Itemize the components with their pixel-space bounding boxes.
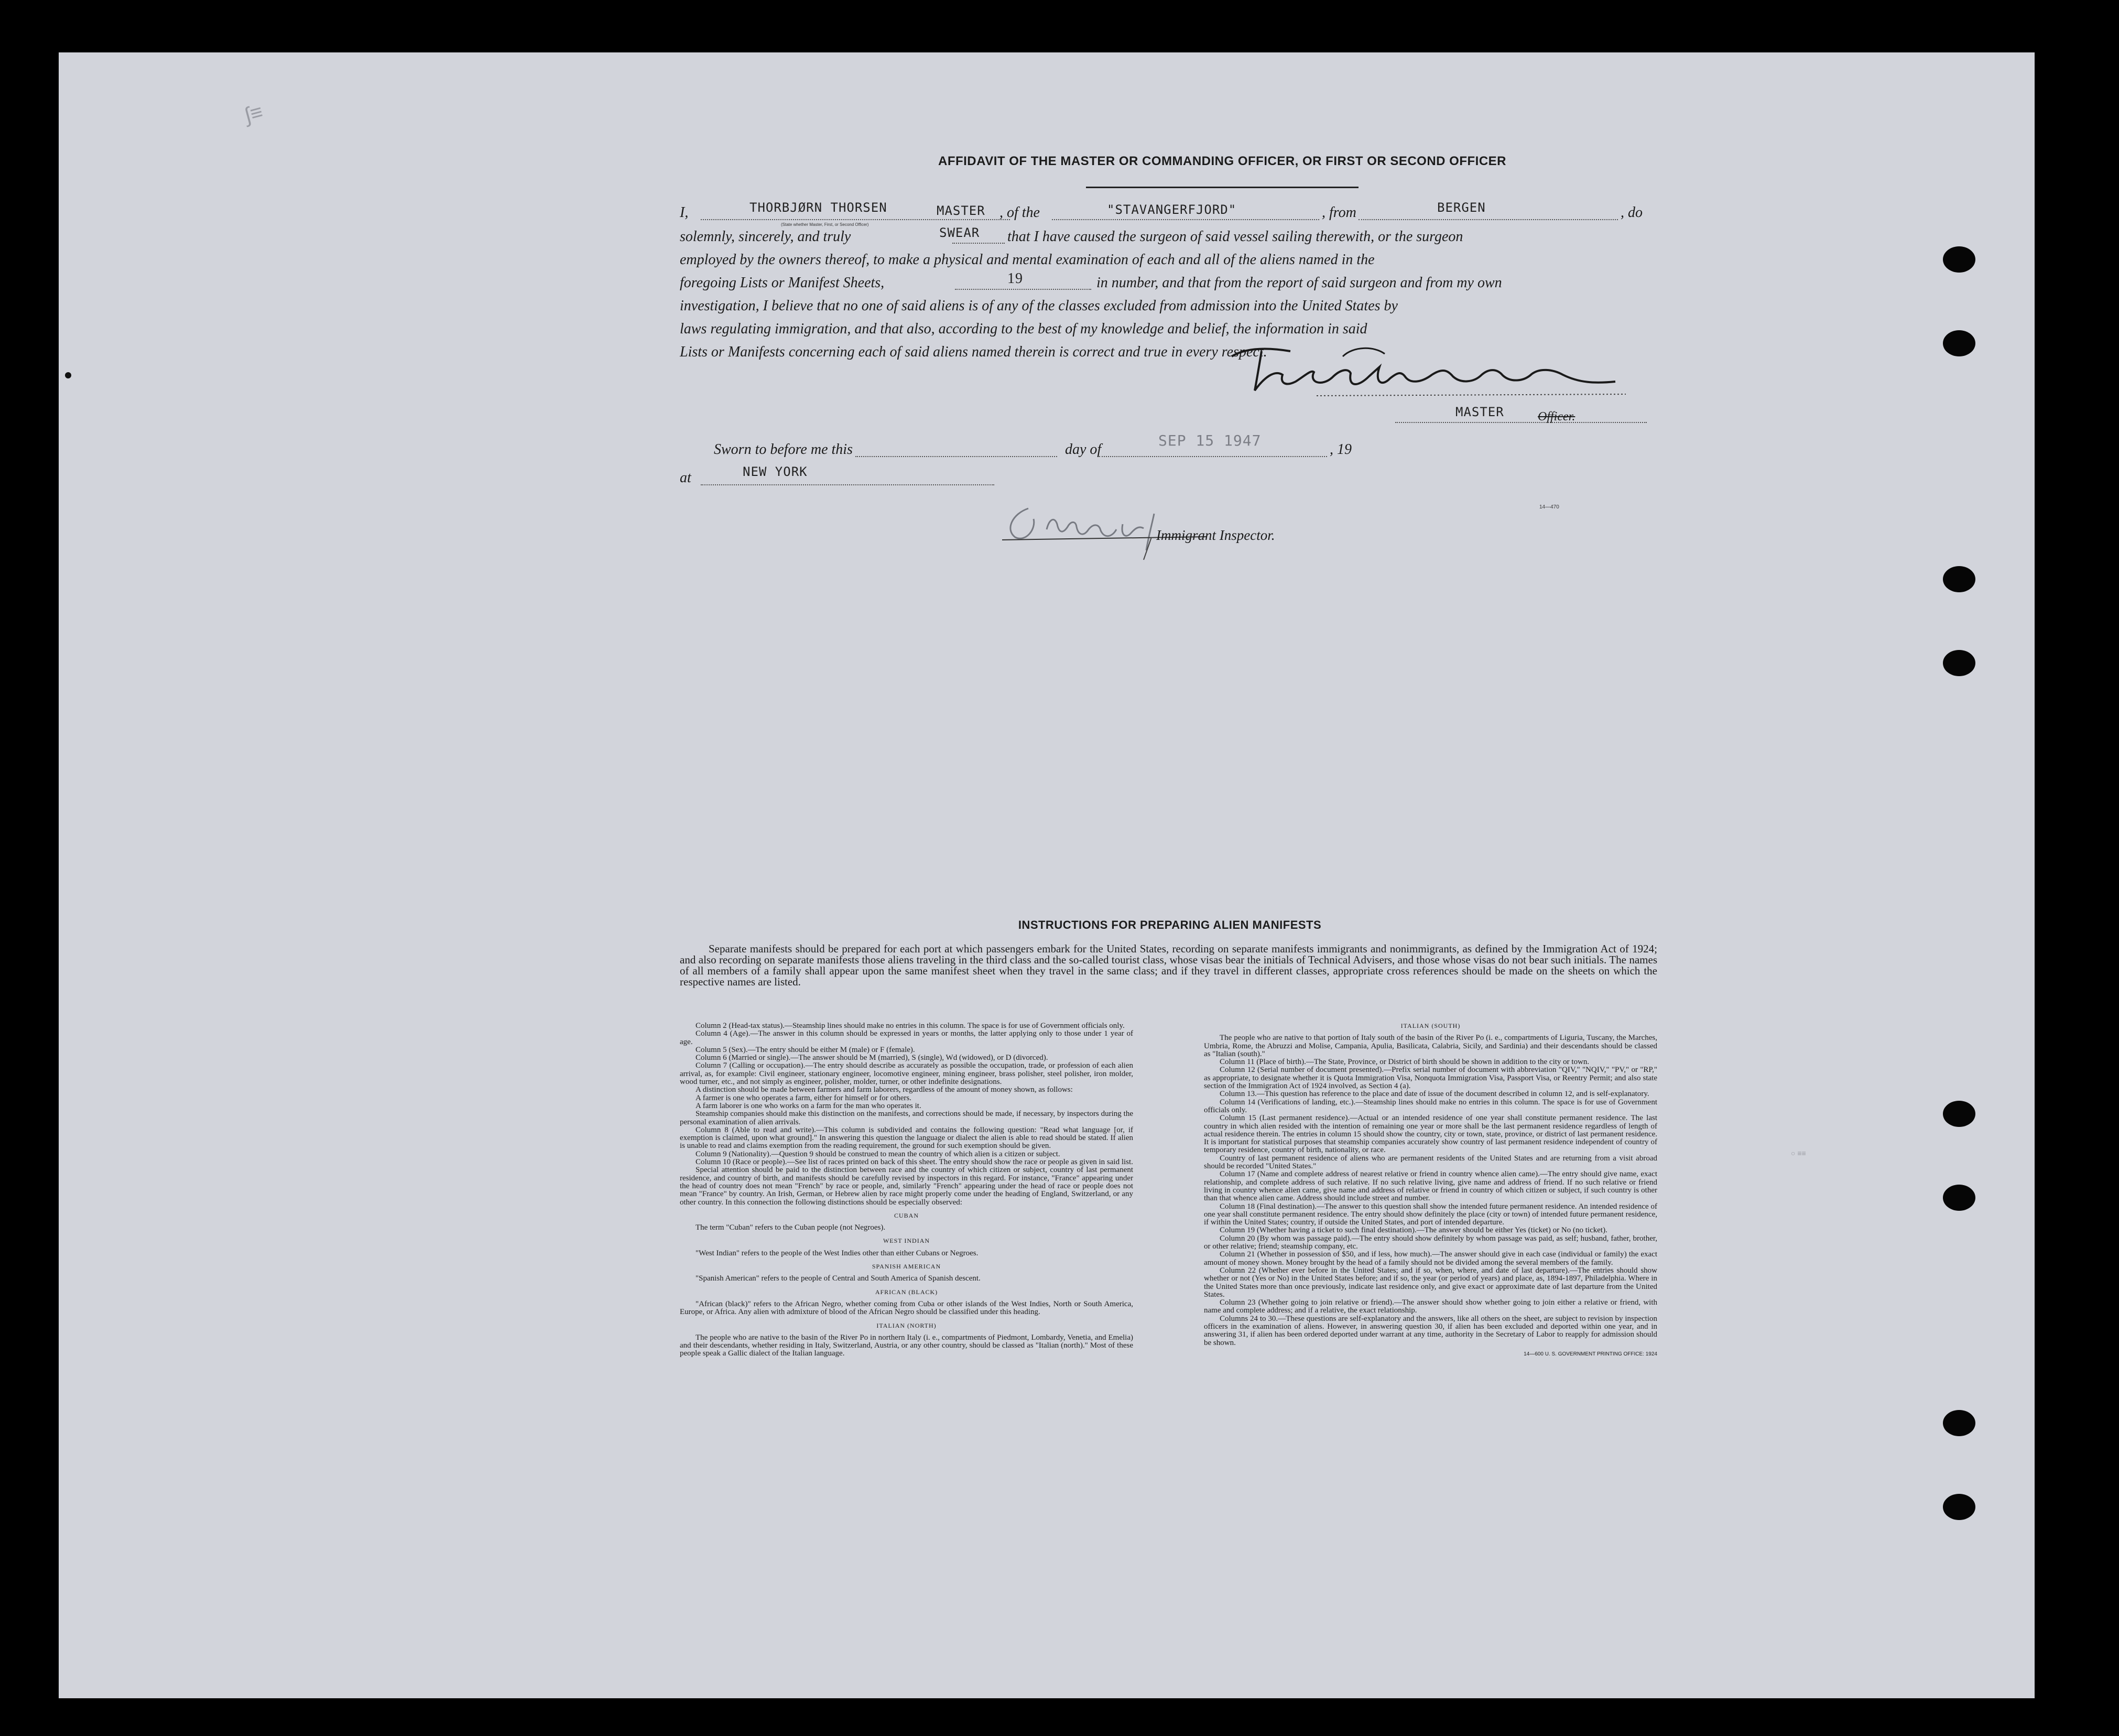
para: A farmer is one who operates a farm, either for himself or for others. — [696, 1093, 911, 1102]
line-4-start: foregoing Lists or Manifest Sheets, — [680, 275, 885, 291]
place-rule — [701, 484, 994, 485]
struck-officer: Officer. — [1538, 410, 1575, 424]
para: Column 6 (Married or single).—The answer should be M (married), S (single), Wd (widowed), or D (divorced). — [696, 1054, 1048, 1062]
title-rule — [1086, 187, 1359, 188]
master-name: THORBJØRN THORSEN — [749, 200, 887, 215]
line-2-end: that I have caused the surgeon of said vessel sailing therewith, or the surgeon — [1007, 229, 1463, 245]
section-heading: SPANISH AMERICAN — [872, 1263, 941, 1271]
signer-title: MASTER — [1455, 405, 1504, 419]
ship-rule — [1052, 219, 1319, 220]
para: Column 2 (Head-tax status).—Steamship lines should make no entries in this column. The space is for use of Government officials only. — [696, 1022, 1125, 1030]
para: A distinction should be made between farmers and farm laborers, regardless of the amount of money shown, as follows: — [696, 1086, 1073, 1094]
para: Column 5 (Sex).—The entry should be either M (male) or F (female). — [696, 1045, 915, 1054]
punch-hole — [1943, 566, 1975, 592]
para: Column 23 (Whether going to join relative or friend).—The answer should show whether going to join either a relative or friend, with name and complete address; and if a relative, the exact relationship. — [1204, 1298, 1657, 1315]
rank-hint: (State whether Master, First, or Second Officer) — [781, 222, 869, 227]
punch-hole — [1943, 1101, 1975, 1127]
affidavit-line-3: employed by the owners thereof, to make a physical and mental examination of each and all of the aliens named in the — [680, 252, 1375, 268]
sworn-place: NEW YORK — [743, 464, 808, 479]
sworn-day-of: day of — [1065, 441, 1102, 458]
line-4-end: in number, and that from the report of said surgeon and from my own — [1096, 275, 1502, 291]
para: Column 9 (Nationality).—Question 9 should be construed to mean the country of which alien is a citizen or subject. — [696, 1149, 1060, 1158]
line-2-start: solemnly, sincerely, and truly — [680, 229, 851, 245]
line-1-from: , from — [1322, 204, 1356, 221]
punch-hole — [1943, 1410, 1975, 1436]
section-heading: CUBAN — [894, 1211, 919, 1219]
day-rule — [855, 456, 1057, 457]
line-1-start: I, — [680, 204, 689, 221]
para: Columns 24 to 30.—These questions are self-explanatory and the answers, like all others on the sheet, are subject to revision by inspection officers in the examination of aliens. However, in answering question 30, if alien has been excluded and deported within one year, and in answering 31, if alien has been ordered deported under warrant at any time, authority in the Secretary of Labor to reapply for admission should be shown. — [1204, 1314, 1657, 1347]
rank: MASTER — [937, 203, 985, 218]
punch-hole — [1943, 330, 1975, 356]
oath-word: SWEAR — [939, 225, 980, 240]
ship-name: "STAVANGERFJORD" — [1107, 202, 1237, 217]
sworn-start: Sworn to before me this — [714, 441, 853, 458]
para: Special attention should be paid to the distinction between race and the country of which citizen or subject, country of last permanent residence, and country of birth, and manifests should be carefully revised by inspectors in this regard. For instance, "France" appearing under the head of country does not mean "French" by race or people, and, similarly "French" appearing under the head of race or people does not mean "France" by country. An Irish, German, or Hebrew alien by race might properly come under the heading of England, Switzerland, or any other country. In this connection the following distinctions should be especially observed: — [680, 1166, 1133, 1207]
instructions-intro: Separate manifests should be prepared for each port at which passengers embark for the United States, recording on separate manifests immigrants and nonimmigrants, as defined by the Immigration Act of 1924; and also recording on separate manifests those aliens traveling in the third class and the so-called tourist class, whose visas bear the initials of Technical Advisers, and those whose visas do not bear such initials. The names of all members of a family shall appear upon the same manifest sheet when they travel in the same class; and if they travel in different classes, appropriate cross references should be made on the sheets on which the respective names are listed. — [680, 942, 1657, 988]
at-label: at — [680, 470, 691, 486]
para: "African (black)" refers to the African Negro, whether coming from Cuba or other islands of the West Indies, North or South America, Europe, or Africa. Any alien with admixture of blood of the African Negro should be classified under this heading. — [680, 1299, 1133, 1317]
manifest-sheet — [59, 52, 2035, 1698]
para: Column 21 (Whether in possession of $50, and if less, how much).—The answer should give in each case (individual or family) the exact amount of money shown. Money brought by the head of a family should not be divided among the several members of the family. — [1204, 1250, 1657, 1267]
punch-hole — [1943, 246, 1975, 273]
instructions-right-column — [1204, 1022, 1657, 1358]
para: The term "Cuban" refers to the Cuban people (not Negroes). — [696, 1223, 886, 1232]
departure-port: BERGEN — [1437, 200, 1486, 215]
para: Column 18 (Final destination).—The answer to this question shall show the intended future permanent residence. An intended residence of one year shall constitute permanent residence. The entry should show definitely the place (city or town) of intended future permanent residence, if within the United States; country, if outside the United States, and port of intended departure. — [1204, 1202, 1657, 1227]
ink-dot — [65, 372, 71, 378]
form-number-top: 14—470 — [1539, 504, 1559, 510]
section-heading: AFRICAN (BLACK) — [875, 1288, 938, 1296]
oath-rule — [952, 243, 1005, 244]
para: Column 14 (Verifications of landing, etc.).—Steamship lines should make no entries in this column. The space is for use of Government officials only. — [1204, 1098, 1657, 1114]
affidavit-title: AFFIDAVIT OF THE MASTER OR COMMANDING OFFICER, OR FIRST OR SECOND OFFICER — [938, 154, 1507, 168]
affidavit-line-5: investigation, I believe that no one of said aliens is of any of the classes excluded from admission into the United States by — [680, 298, 1398, 314]
instructions-title: INSTRUCTIONS FOR PREPARING ALIEN MANIFESTS — [1018, 918, 1322, 931]
para: Column 13.—This question has reference to the place and date of issue of the document described in column 12, and is self-explanatory. — [1220, 1090, 1649, 1099]
para: Column 10 (Race or people).—See list of races printed on back of this sheet. The entry should show the race or people as given in said list. — [696, 1158, 1133, 1167]
pencil-mark: ∫≡ — [242, 100, 266, 127]
month-rule — [1099, 456, 1327, 457]
para: Column 11 (Place of birth).—The State, Province, or District of birth should be shown in addition to the city or town. — [1220, 1058, 1590, 1067]
para: Column 17 (Name and complete address of nearest relative or friend in country whence alien came).—The entry should give name, exact relationship, and complete address of such relative. If no such relative living, give name and address of friend. If no such relative or friend living in country whence alien came, give name and address of relative or friend in country of which citizen or subject, if such country is other than that whence alien came. Address should include street and number. — [1204, 1170, 1657, 1203]
para: Country of last permanent residence of aliens who are permanent residents of the United States and are returning from a visit abroad should be recorded "United States." — [1204, 1154, 1657, 1171]
para: Column 8 (Able to read and write).—This column is subdivided and contains the following question: "Read what language [or, if exemption is claimed, upon what ground]." In answering this question the language or dialect the alien is able to read should be stated. If alien is unable to read and claims exemption from the reading requirement, the ground for such exemption should be given. — [680, 1125, 1133, 1151]
faint-mark: ○ ≡≡ — [1791, 1149, 1806, 1157]
title-rule-sig — [1395, 422, 1647, 423]
para: A farm laborer is one who works on a farm for the man who operates it. — [696, 1101, 921, 1110]
para: Column 15 (Last permanent residence).—Actual or an intended residence of one year shall constitute permanent residence. The last country in which alien resided with the intention of remaining one year or more shall be the last permanent residence regardless of length of actual residence therein. The entries in column 15 should show the country, city or town, state, province, or district of last permanent residence. It is important for statistical purposes that steamship companies accurately show country of last permanent residence independent of country of temporary residence, country of birth, nationality, or race. — [1204, 1114, 1657, 1155]
para: Column 20 (By whom was passage paid).—The entry should show definitely by whom passage was paid, as self; husband, father, brother, or other relative; friend; steamship company, etc. — [1204, 1234, 1657, 1251]
master-signature — [1217, 325, 1642, 404]
para: Column 12 (Serial number of document presented).—Prefix serial number of document with abbreviation "QIV," "NQIV," "PV," or "RP," as appropriate, to designate whether it is Quota Immigration Visa, Nonquota Immigration Visa, Passport Visa, or Reentry Permit; and also state section of the Immigration Act of 1924 involved, as Section 4 (a). — [1204, 1066, 1657, 1091]
section-heading: ITALIAN (SOUTH) — [1400, 1022, 1461, 1029]
line-1-do: , do — [1621, 204, 1643, 221]
para: The people who are native to the basin of the River Po in northern Italy (i. e., compartments of Piedmont, Lombardy, Venetia, and Emelia) and their descendants, whether residing in Italy, Switzerland, Austria, or any other country, should be classed as "Italian (north)." Most of these people speak a Gallic dialect of the Italian language. — [680, 1333, 1133, 1358]
para: Column 22 (Whether ever before in the United States; and if so, when, where, and date of last departure).—The entries should show whether or not (Yes or No) in the United States before; and if so, the year (or period of years) and place, as, 1894-1897, Philadelphia. Where in the United States more than once previously, indicate last residence only, and give exact or approximate date of last departure from the United States. — [1204, 1266, 1657, 1299]
punch-hole — [1943, 1494, 1975, 1520]
name-rule — [701, 219, 1010, 220]
punch-hole — [1943, 1185, 1975, 1211]
para: "Spanish American" refers to the people of Central and South America of Spanish descent. — [696, 1274, 981, 1283]
affidavit-line-7: Lists or Manifests concerning each of said aliens named therein is correct and true in every respect. — [680, 344, 1267, 360]
para: Column 19 (Whether having a ticket to such final destination).—The answer should be either Yes (ticket) or No (no ticket). — [1220, 1226, 1607, 1235]
port-rule — [1359, 219, 1618, 220]
inspector-signature — [997, 493, 1290, 561]
para: "West Indian" refers to the people of the West Indies other than either Cubans or Negroes. — [696, 1249, 979, 1257]
affidavit-line-6: laws regulating immigration, and that also, according to the best of my knowledge and belief, the information in said — [680, 321, 1367, 337]
instructions-left-column — [680, 1022, 1133, 1358]
punch-hole — [1943, 650, 1975, 676]
para: Column 7 (Calling or occupation).—The entry should describe as accurately as possible the occupation, trade, or profession of each alien arrival, as, for example: Civil engineer, stationary engineer, locomotive engineer, mining engineer, brass polisher, steel polisher, iron molder, wood turner, etc., and not simply as engineer, polisher, molder, turner, or other indefinite designations. — [680, 1061, 1133, 1087]
para: The people who are native to that portion of Italy south of the basin of the River Po (i. e., compartments of Liguria, Tuscany, the Marches, Umbria, Rome, the Abruzzi and Molise, Campania, Apulia, Basilicata, Calabria, Sicily, and Sardinia) and their descendants should be classed as "Italian (south)." — [1204, 1034, 1657, 1058]
inspector-label: Immigrant Inspector. — [1156, 527, 1275, 543]
printing-footer: 14—600 U. S. GOVERNMENT PRINTING OFFICE: 1924 — [1524, 1351, 1657, 1357]
sworn-year: , 19 — [1330, 441, 1352, 458]
count-rule — [955, 289, 1091, 290]
line-1-of-the: , of the — [999, 204, 1040, 221]
sworn-date-stamp: SEP 15 1947 — [1158, 432, 1262, 449]
para: Steamship companies should make this distinction on the manifests, and corrections should be made, if necessary, by inspectors during the personal examination of alien arrivals. — [680, 1110, 1133, 1126]
section-heading: WEST INDIAN — [883, 1237, 930, 1245]
para: Column 4 (Age).—The answer in this column should be expressed in years or months, the latter applying only to those under 1 year of age. — [680, 1029, 1133, 1046]
sheet-count: 19 — [1007, 270, 1023, 287]
section-heading: ITALIAN (NORTH) — [876, 1321, 937, 1329]
